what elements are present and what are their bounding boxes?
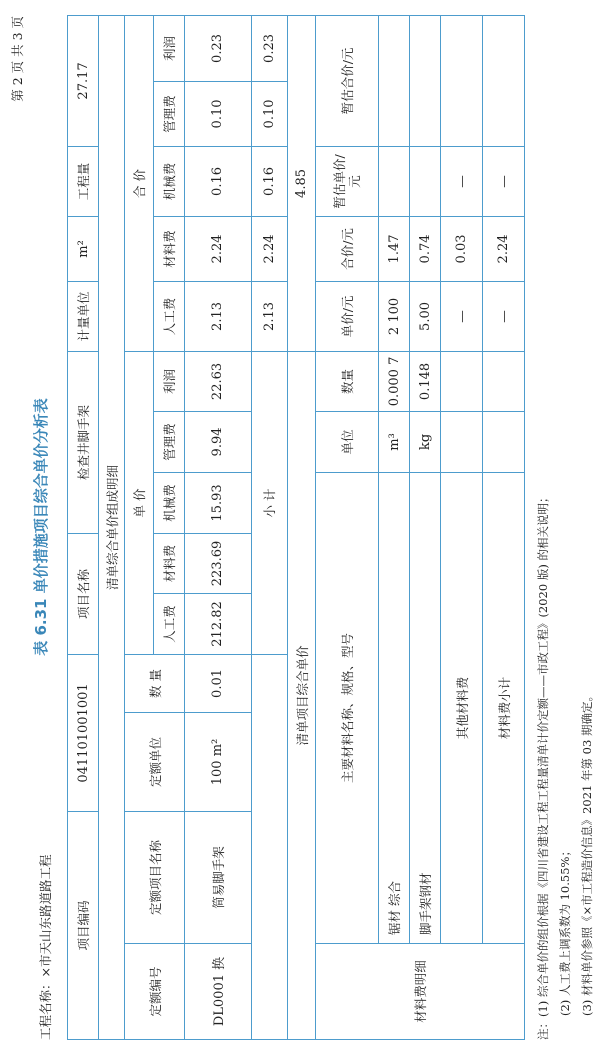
u-mgmt-label: 管理费 <box>153 411 184 472</box>
u-labor-label: 人工费 <box>153 593 184 654</box>
t-profit: 0.23 <box>184 15 251 81</box>
u-machine-label: 机械费 <box>153 472 184 533</box>
composite-value: 4.85 <box>288 15 316 351</box>
material-unit: kg <box>410 411 441 472</box>
material-name: 脚手架钢材 <box>410 472 441 943</box>
u-material: 223.69 <box>184 533 251 593</box>
t-material-label: 材料费 <box>153 216 184 281</box>
note-line: (2) 人工费上调系数为 10.55%； <box>558 845 572 1016</box>
notes <box>532 492 598 1041</box>
material-spec-label: 主要材料名称、规格、型号 <box>316 472 379 943</box>
quota-code: DL0001 换 <box>184 944 251 1040</box>
mat-qty-label: 数量 <box>316 351 379 411</box>
page-number: 第 2 页 共 3 页 <box>10 16 25 102</box>
item-code-label: 项目编码 <box>68 811 99 1039</box>
material-row <box>410 15 441 1039</box>
mat-price-label: 单价/元 <box>316 281 379 351</box>
subtotal-mgmt: 0.10 <box>251 81 288 146</box>
t-labor: 2.13 <box>184 281 251 351</box>
header-row <box>68 15 99 1039</box>
note-line: (3) 材料单价参照《×市工程造价信息》2021 年第 03 期确定。 <box>580 690 594 1016</box>
material-total: 1.47 <box>378 216 409 281</box>
quota-code-label: 定额编号 <box>125 944 184 1040</box>
subtotal-material: 2.24 <box>251 216 288 281</box>
est-price-label: 暂估单价/元 <box>316 146 379 216</box>
other-material-price: — <box>441 281 483 351</box>
material-name: 锯材 综合 <box>378 472 409 943</box>
t-material: 2.24 <box>184 216 251 281</box>
material-subtotal-row <box>483 15 525 1039</box>
quota-unit-label: 定额单位 <box>125 712 184 811</box>
material-price: 2 100 <box>378 281 409 351</box>
unit-value: m² <box>68 216 99 281</box>
material-qty: 0.148 <box>410 351 441 411</box>
item-name-label: 项目名称 <box>68 533 99 654</box>
t-mgmt: 0.10 <box>184 81 251 146</box>
t-mgmt-label: 管理费 <box>153 81 184 146</box>
item-name-value: 检查井脚手架 <box>68 351 99 533</box>
unit-price-label: 单 价 <box>125 351 153 654</box>
quota-unit: 100 m² <box>184 712 251 811</box>
material-total: 0.74 <box>410 216 441 281</box>
quota-qty-label: 数 量 <box>125 654 184 712</box>
t-labor-label: 人工费 <box>153 281 184 351</box>
detail-header: 清单综合单价组成明细 <box>99 15 125 1039</box>
other-material-total: 0.03 <box>441 216 483 281</box>
quantity-label: 工程量 <box>68 146 99 216</box>
item-code-value: 041101001001 <box>68 654 99 811</box>
composite-row <box>288 15 316 1039</box>
u-material-label: 材料费 <box>153 533 184 593</box>
analysis-table <box>67 15 525 1040</box>
material-header-row <box>316 15 379 1039</box>
subtotal-machine: 0.16 <box>251 146 288 216</box>
quantity-value: 27.17 <box>68 15 99 146</box>
material-subtotal-price: — <box>483 281 525 351</box>
detail-header-row <box>99 15 125 1039</box>
mat-total-label: 合价/元 <box>316 216 379 281</box>
quota-name-label: 定额项目名称 <box>125 811 184 943</box>
subtotal-label: 小 计 <box>251 351 288 654</box>
unit-label: 计量单位 <box>68 281 99 351</box>
note-line: 注：(1) 综合单价的组价根据《四川省建设工程工程量清单计价定额——市政工程》(2020 版) 的相关说明； <box>536 491 550 1040</box>
u-machine: 15.93 <box>184 472 251 533</box>
material-qty: 0.000 7 <box>378 351 409 411</box>
subtotal-row <box>251 15 288 1039</box>
total-price-label: 合 价 <box>125 15 153 351</box>
project-name: 工程名称：×市天山东路道路工程 <box>38 854 53 1040</box>
quota-qty: 0.01 <box>184 654 251 712</box>
price-group-row <box>125 15 153 1039</box>
material-detail-label: 材料费明细 <box>316 944 525 1040</box>
composite-label: 清单项目综合单价 <box>288 351 316 1039</box>
quota-row <box>184 15 251 1039</box>
est-total-label: 暂估合价/元 <box>316 15 379 146</box>
u-labor: 212.82 <box>184 593 251 654</box>
u-profit-label: 利润 <box>153 351 184 411</box>
material-row <box>378 15 409 1039</box>
material-subtotal-label: 材料费小计 <box>483 472 525 943</box>
other-material-label: 其他材料费 <box>441 472 483 943</box>
subtotal-profit: 0.23 <box>251 15 288 81</box>
material-subtotal-total: 2.24 <box>483 216 525 281</box>
t-machine: 0.16 <box>184 146 251 216</box>
table-title: 表 6.31 单价措施项目综合单价分析表 <box>32 398 50 656</box>
material-unit: m³ <box>378 411 409 472</box>
material-subtotal-est-price: — <box>483 146 525 216</box>
t-machine-label: 机械费 <box>153 146 184 216</box>
u-profit: 22.63 <box>184 351 251 411</box>
quota-name: 简易脚手架 <box>184 811 251 943</box>
material-price: 5.00 <box>410 281 441 351</box>
other-material-row <box>441 15 483 1039</box>
t-profit-label: 利润 <box>153 15 184 81</box>
mat-unit-label: 单位 <box>316 411 379 472</box>
other-material-est-price: — <box>441 146 483 216</box>
u-mgmt: 9.94 <box>184 411 251 472</box>
subtotal-labor: 2.13 <box>251 281 288 351</box>
